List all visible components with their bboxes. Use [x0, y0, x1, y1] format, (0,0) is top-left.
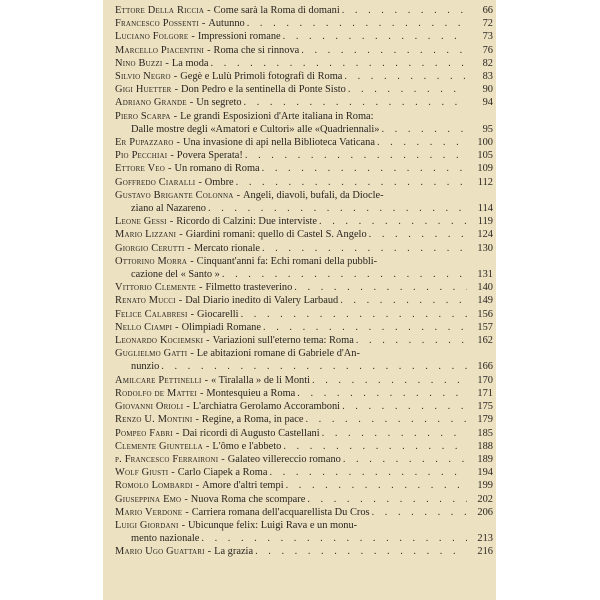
entry-title: Cinquant'anni fa: Echi romani della pubbli- — [196, 255, 378, 267]
entry-author: Guglielmo Gatti — [115, 348, 188, 360]
entry-title: Dalle mostre degli «Amatori e Cultori» alle «Quadriennali» — [131, 123, 380, 135]
dot-leader — [310, 374, 467, 387]
entry-title: Gegè e Lulù Primoli fotografi di Roma — [180, 71, 343, 83]
toc-entry — [115, 308, 493, 321]
dot-leader — [367, 228, 467, 241]
dot-leader — [243, 149, 467, 162]
entry-author: Ettore Veo — [115, 163, 166, 175]
entry-title: La moda — [171, 57, 209, 69]
toc-entry — [115, 189, 493, 202]
entry-page-number: 119 — [477, 216, 493, 228]
entry-page-number: 94 — [482, 97, 493, 109]
entry-separator: - — [191, 31, 195, 43]
entry-page-number: 189 — [477, 453, 493, 465]
entry-title: cazione del « Santo » — [131, 269, 220, 281]
entry-page-number: 82 — [482, 57, 493, 69]
dot-leader — [261, 321, 467, 334]
dot-leader — [341, 453, 467, 466]
toc-entry — [115, 427, 493, 440]
dot-leader — [370, 506, 467, 519]
entry-title: Ombre — [204, 176, 234, 188]
entry-title: Dal Diario inedito di Valery Larbaud — [185, 295, 339, 307]
entry-author: Gustavo Brigante Colonna — [115, 189, 234, 201]
entry-page-number: 140 — [477, 282, 493, 294]
dot-leader — [242, 96, 467, 109]
dot-leader — [340, 400, 467, 413]
entry-author: Marcello Piacentini — [115, 44, 205, 56]
toc-entry — [115, 493, 493, 506]
entry-author: Ottorino Morra — [115, 255, 188, 267]
toc-entry — [115, 17, 493, 30]
entry-author: Adriano Grande — [115, 97, 187, 109]
entry-separator: - — [176, 137, 180, 149]
dot-leader — [260, 242, 467, 255]
entry-title: Nuova Roma che scompare — [190, 493, 306, 505]
entry-page-number: 156 — [477, 308, 493, 320]
entry-title: Carlo Ciapek a Roma — [177, 467, 268, 479]
entry-author: Amilcare Pettinelli — [115, 374, 202, 386]
entry-author: p. Francesco Ferraironi — [115, 453, 219, 465]
entry-author: Gigi Huetter — [115, 84, 172, 96]
entry-separator: - — [221, 453, 225, 465]
dot-leader — [220, 268, 467, 281]
toc-entry — [115, 466, 493, 479]
entry-separator: - — [190, 348, 194, 360]
entry-title: Mercato rionale — [193, 242, 260, 254]
entry-title: Angeli, diavoli, bufali, da Diocle- — [243, 189, 384, 201]
dot-leader — [338, 294, 467, 307]
entry-separator: - — [175, 427, 180, 439]
entry-author: Rodolfo de Mattei — [115, 387, 197, 399]
entry-separator: - — [185, 506, 189, 518]
toc-entry — [115, 228, 493, 241]
entry-title: L'archiatra Gerolamo Accoramboni — [192, 401, 341, 413]
entry-author: Renzo U. Montini — [115, 414, 193, 426]
table-of-contents — [115, 4, 493, 559]
entry-separator: - — [179, 229, 183, 241]
entry-author: Ettore Della Riccia — [115, 5, 205, 16]
entry-page-number: 206 — [477, 506, 493, 518]
entry-page-number: 162 — [477, 335, 493, 347]
entry-title: mento nazionale — [131, 533, 200, 545]
entry-separator: - — [207, 44, 211, 56]
entry-title: Impressioni romane — [197, 31, 281, 43]
entry-title: ziano al Nazareno — [131, 203, 206, 215]
entry-separator: - — [195, 480, 200, 492]
entry-title: Variazioni sull'eterno tema: Roma — [212, 335, 354, 347]
dot-leader — [159, 360, 467, 373]
dot-leader — [305, 493, 467, 506]
entry-author: Clemente Giuntella — [115, 440, 203, 452]
entry-separator: - — [198, 176, 202, 188]
entry-page-number: 114 — [477, 203, 493, 215]
entry-page-number: 109 — [477, 163, 493, 175]
entry-author: Vittorio Clemente — [115, 282, 196, 294]
entry-separator: - — [190, 255, 194, 267]
entry-author: Francesco Possenti — [115, 18, 199, 30]
toc-entry — [115, 30, 493, 43]
dot-leader — [295, 387, 467, 400]
dot-leader — [303, 413, 467, 426]
entry-page-number: 175 — [477, 401, 493, 413]
entry-separator: - — [186, 401, 190, 413]
toc-entry — [115, 545, 493, 558]
toc-entry — [115, 506, 493, 519]
entry-page-number: 90 — [482, 84, 493, 96]
entry-page-number: 171 — [477, 387, 493, 399]
toc-entry — [115, 334, 493, 347]
entry-author: Pompeo Fabri — [115, 427, 173, 439]
toc-entry — [115, 374, 493, 387]
entry-separator: - — [173, 71, 178, 83]
entry-title: Giocarelli — [197, 308, 239, 320]
entry-author: Luciano Folgore — [115, 31, 189, 43]
toc-entry — [115, 202, 493, 215]
dot-leader — [281, 440, 467, 453]
entry-page-number: 216 — [477, 546, 493, 558]
toc-entry — [115, 532, 493, 545]
entry-title: Regine, a Roma, in pace — [201, 414, 304, 426]
dot-leader — [199, 532, 467, 545]
entry-separator: - — [187, 242, 191, 254]
toc-entry — [115, 83, 493, 96]
dot-leader — [281, 30, 467, 43]
entry-author: Mario Verdone — [115, 506, 183, 518]
entry-author: Giovanni Orioli — [115, 401, 184, 413]
entry-page-number: 112 — [477, 176, 493, 188]
toc-entry — [115, 519, 493, 532]
toc-entry — [115, 387, 493, 400]
entry-title: L'ômo e l'abbeto — [212, 440, 282, 452]
entry-page-number: 157 — [477, 321, 493, 333]
entry-author: Mario Lizzani — [115, 229, 177, 241]
entry-author: Silvio Negro — [115, 71, 171, 83]
toc-entry — [115, 479, 493, 492]
entry-title: Amore d'altri tempi — [202, 480, 284, 492]
entry-separator: - — [165, 57, 169, 69]
toc-entry — [115, 110, 493, 123]
entry-author: Giorgio Cerutti — [115, 242, 185, 254]
entry-separator: - — [199, 387, 204, 399]
entry-separator: - — [205, 440, 210, 452]
toc-entry — [115, 242, 493, 255]
entry-author: Giuseppina Emo — [115, 493, 182, 505]
dot-leader — [239, 308, 467, 321]
entry-separator: - — [207, 546, 212, 558]
entry-title: Ricordo di Calzini: Due interviste — [176, 216, 318, 228]
toc-entry — [115, 281, 493, 294]
entry-title: Montesquieu a Roma — [206, 387, 296, 399]
entry-author: Nino Buzzi — [115, 57, 163, 69]
entry-title: Le grandi Esposizioni d'Arte italiana in Roma: — [180, 110, 374, 122]
entry-title: Povera Sperata! — [176, 150, 243, 162]
entry-title: La grazia — [214, 546, 254, 558]
entry-page-number: 100 — [477, 137, 493, 149]
toc-entry — [115, 215, 493, 228]
entry-separator: - — [170, 150, 174, 162]
toc-entry — [115, 268, 493, 281]
entry-page-number: 185 — [477, 427, 493, 439]
dot-leader — [375, 136, 467, 149]
toc-entry — [115, 440, 493, 453]
entry-author: Goffredo Ciaralli — [115, 176, 196, 188]
entry-author: Mario Ugo Guattari — [115, 546, 205, 558]
entry-page-number: 105 — [477, 150, 493, 162]
entry-separator: - — [189, 97, 194, 109]
dot-leader — [292, 281, 467, 294]
entry-page-number: 188 — [477, 440, 493, 452]
entry-page-number: 166 — [477, 361, 493, 373]
entry-separator: - — [195, 414, 199, 426]
entry-title: Roma che si rinnova — [213, 44, 300, 56]
dot-leader — [253, 545, 467, 558]
entry-title: Galateo villereccio romano — [227, 453, 341, 465]
toc-entry — [115, 96, 493, 109]
entry-separator: - — [184, 493, 188, 505]
entry-separator: - — [204, 374, 209, 386]
entry-page-number: 130 — [477, 242, 493, 254]
entry-author: Romolo Lombardi — [115, 480, 193, 492]
entry-author: Luigi Giordani — [115, 519, 179, 531]
dot-leader — [206, 202, 467, 215]
entry-separator: - — [175, 321, 179, 333]
entry-page-number: 170 — [477, 374, 493, 386]
entry-separator: - — [181, 519, 186, 531]
toc-entry — [115, 176, 493, 189]
dot-leader — [267, 466, 467, 479]
entry-title: Dai ricordi di Augusto Castellani — [182, 427, 320, 439]
dot-leader — [299, 44, 467, 57]
entry-separator: - — [236, 189, 241, 201]
entry-page-number: 95 — [482, 123, 493, 135]
toc-entry — [115, 57, 493, 70]
toc-entry — [115, 294, 493, 307]
dot-leader — [317, 215, 467, 228]
entry-separator: - — [178, 295, 183, 307]
entry-page-number: 73 — [482, 31, 493, 43]
entry-title: Olimpiadi Romane — [181, 321, 261, 333]
entry-separator: - — [198, 282, 203, 294]
entry-author: Renato Mucci — [115, 295, 176, 307]
dot-leader — [284, 479, 467, 492]
entry-title: nunzio — [131, 361, 160, 373]
entry-title: Filmetto trasteverino — [205, 282, 293, 294]
entry-title: Carriera romana dell'acquarellista Du Cros — [191, 506, 370, 518]
dot-leader — [245, 17, 467, 30]
dot-leader — [320, 427, 467, 440]
entry-page-number: 66 — [482, 5, 493, 16]
entry-separator: - — [173, 110, 178, 122]
entry-page-number: 76 — [482, 44, 493, 56]
entry-title: Una invasione di api nella Biblioteca Vaticana — [182, 137, 375, 149]
entry-author: Felice Calabresi — [115, 308, 188, 320]
entry-title: Un segreto — [196, 97, 242, 109]
entry-separator: - — [169, 216, 174, 228]
dot-leader — [342, 70, 467, 83]
toc-entry — [115, 400, 493, 413]
entry-separator: - — [174, 84, 179, 96]
dot-leader — [346, 83, 467, 96]
entry-page-number: 199 — [477, 480, 493, 492]
entry-title: Come sarà la Roma di domani — [213, 5, 340, 16]
entry-title: Giardini romani: quello di Castel S. Angelo — [185, 229, 367, 241]
toc-entry — [115, 347, 493, 360]
entry-title: Le abitazioni romane di Gabriele d'An- — [196, 348, 360, 360]
dot-leader — [209, 57, 467, 70]
entry-page-number: 131 — [477, 269, 493, 281]
book-page — [103, 0, 496, 600]
entry-separator: - — [171, 467, 175, 479]
toc-entry — [115, 453, 493, 466]
dot-leader — [354, 334, 467, 347]
entry-title: « Tiralalla » de li Monti — [211, 374, 311, 386]
entry-separator: - — [201, 18, 206, 30]
entry-separator: - — [206, 335, 210, 347]
entry-page-number: 124 — [477, 229, 493, 241]
entry-author: Pio Pecchiai — [115, 150, 168, 162]
toc-entry — [115, 4, 493, 17]
dot-leader — [379, 123, 467, 136]
toc-entry — [115, 162, 493, 175]
entry-page-number: 213 — [477, 533, 493, 545]
entry-author: Wolf Giusti — [115, 467, 169, 479]
entry-separator: - — [190, 308, 195, 320]
entry-author: Leone Gessi — [115, 216, 167, 228]
entry-page-number: 83 — [482, 71, 493, 83]
entry-author: Nello Ciampi — [115, 321, 173, 333]
dot-leader — [260, 162, 467, 175]
entry-page-number: 72 — [482, 18, 493, 30]
entry-title: Don Pedro e la sentinella di Ponte Sisto — [181, 84, 346, 96]
dot-leader — [340, 4, 467, 17]
entry-author: Piero Scarpa — [115, 110, 171, 122]
dot-leader — [234, 176, 467, 189]
entry-page-number: 202 — [477, 493, 493, 505]
entry-title: Ubicunque felix: Luigi Rava e un monu- — [188, 519, 358, 531]
entry-page-number: 149 — [477, 295, 493, 307]
entry-title: Autunno — [208, 18, 245, 30]
entry-title: Un romano di Roma — [174, 163, 260, 175]
entry-author: Er Pupazzaro — [115, 137, 174, 149]
toc-entry — [115, 149, 493, 162]
entry-separator: - — [207, 5, 211, 16]
entry-separator: - — [168, 163, 172, 175]
entry-page-number: 179 — [477, 414, 493, 426]
entry-author: Leonardo Kociemski — [115, 335, 204, 347]
toc-entry — [115, 123, 493, 136]
toc-entry — [115, 44, 493, 57]
toc-entry — [115, 321, 493, 334]
entry-page-number: 194 — [477, 467, 493, 479]
toc-entry — [115, 413, 493, 426]
toc-entry — [115, 70, 493, 83]
toc-entry — [115, 136, 493, 149]
toc-entry — [115, 360, 493, 373]
toc-entry — [115, 255, 493, 268]
